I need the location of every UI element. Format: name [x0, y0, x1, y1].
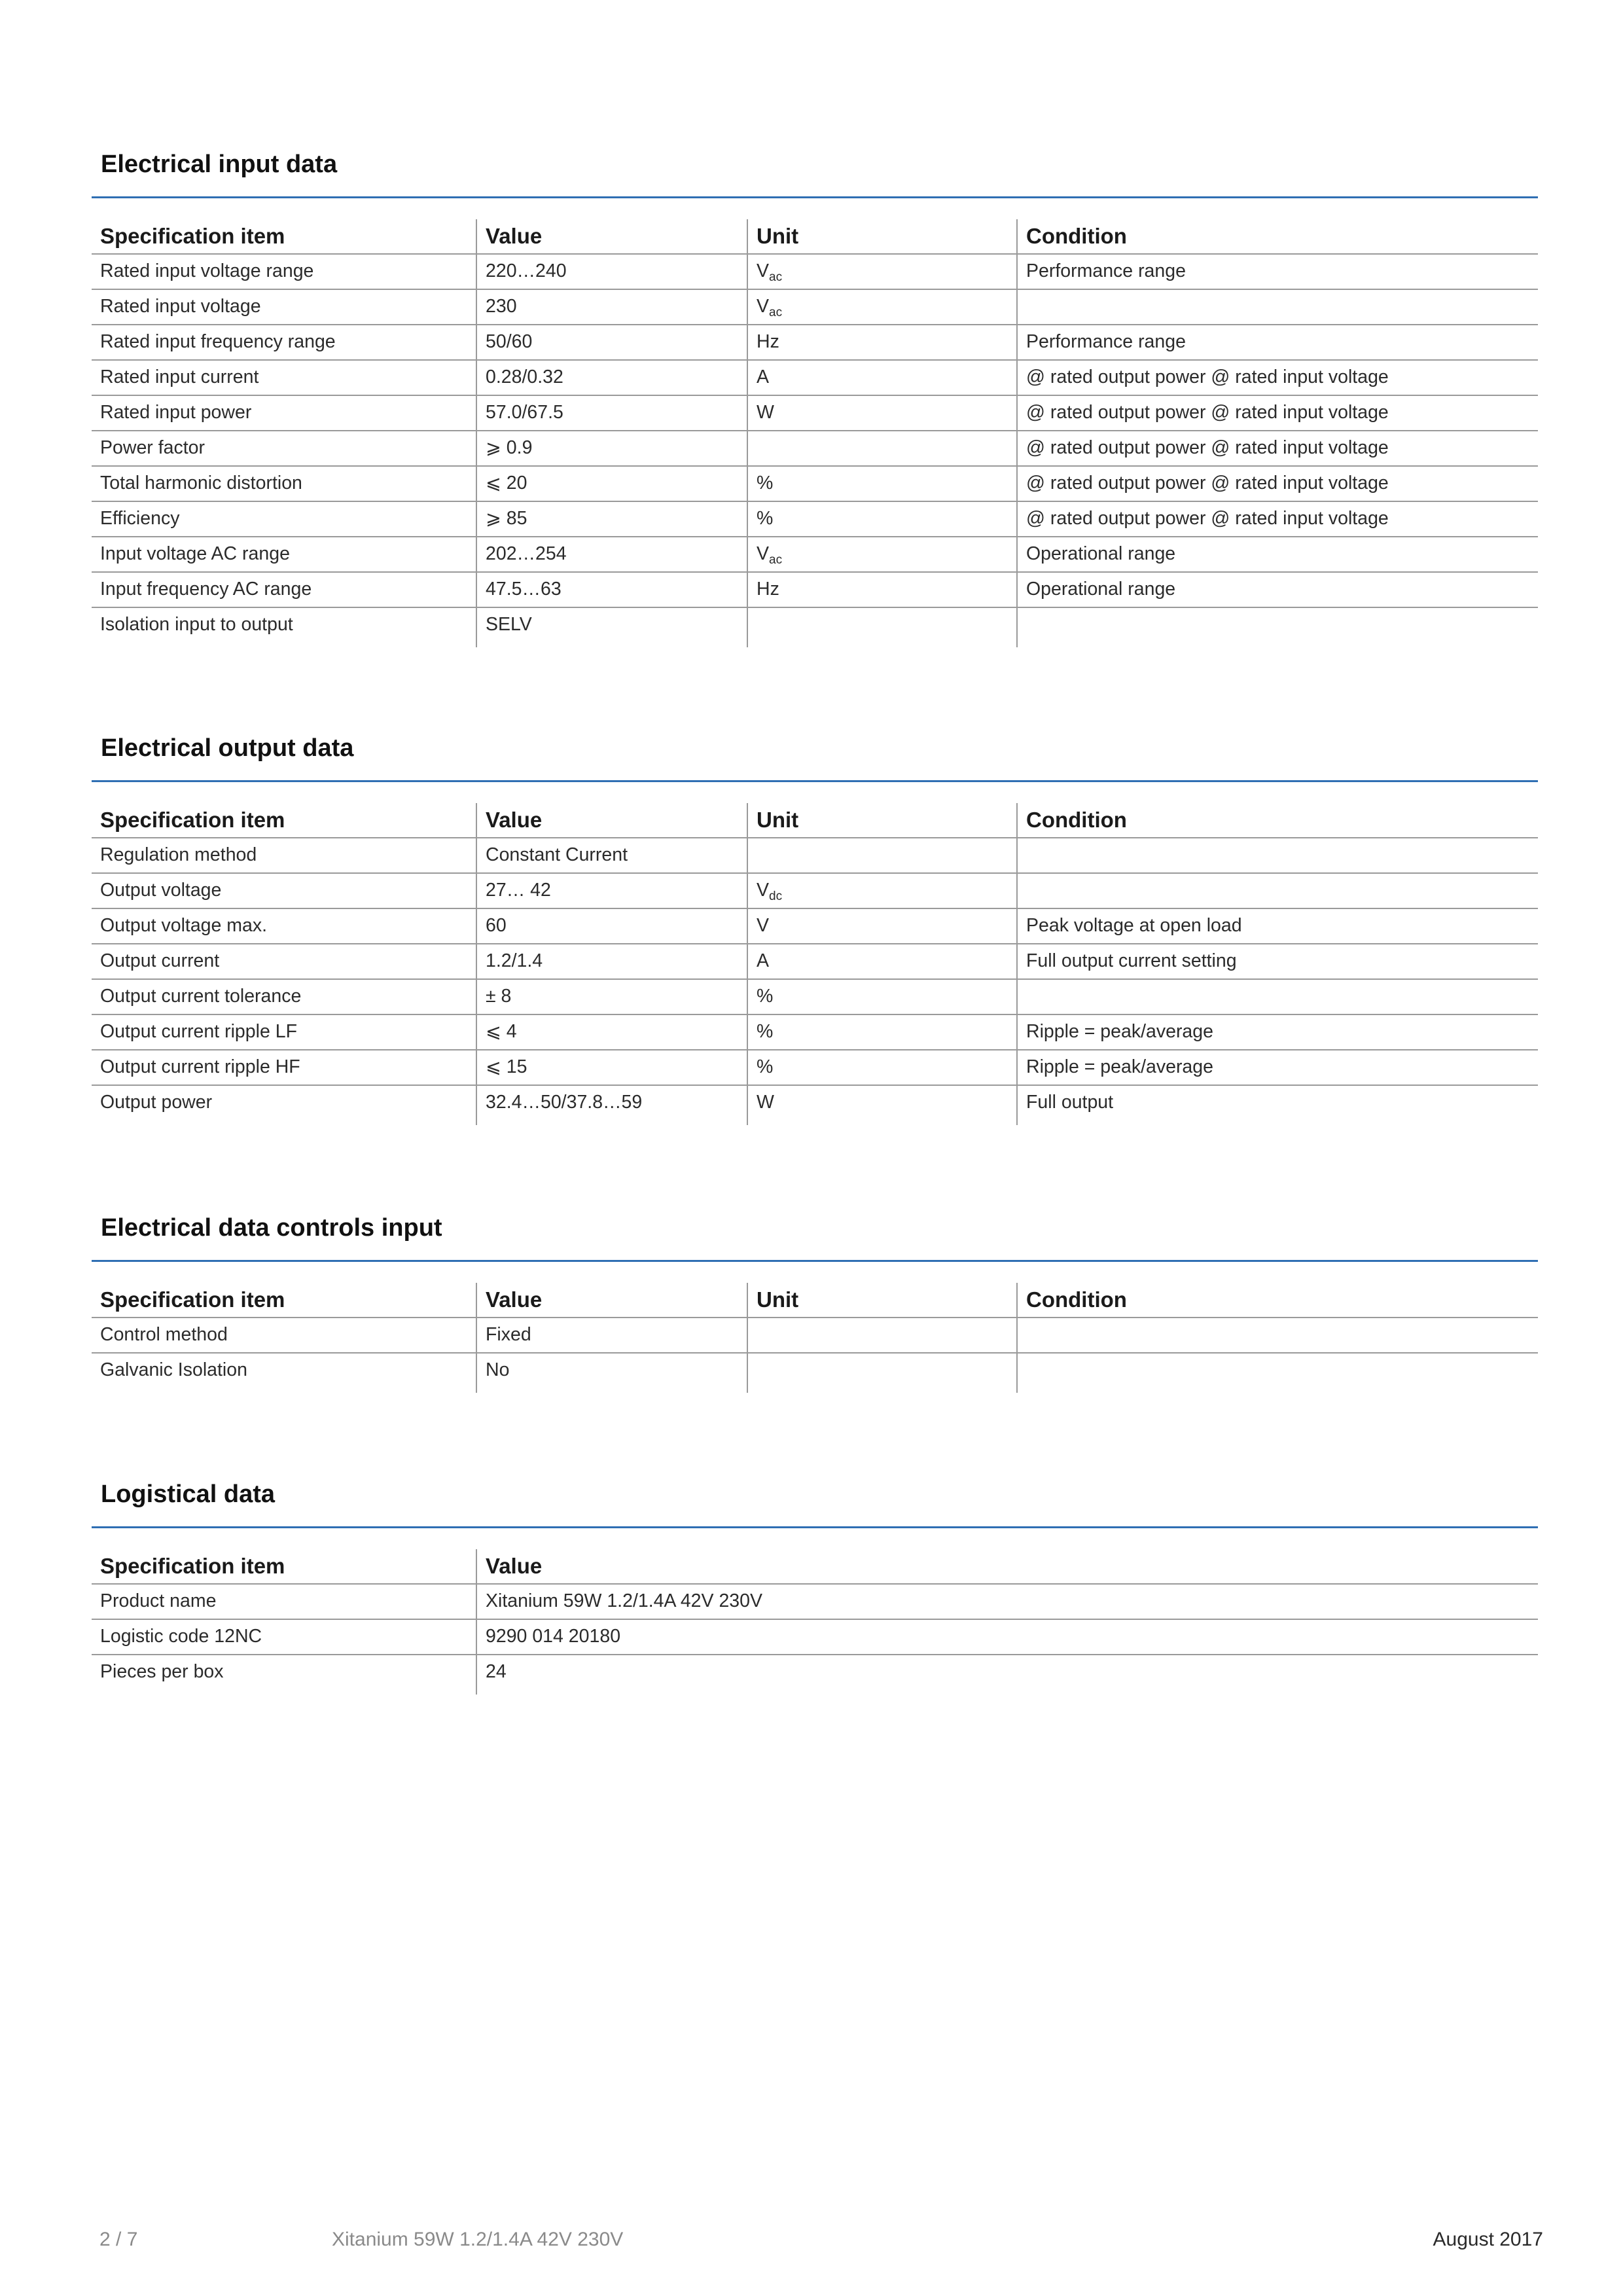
table-cell: Control method [92, 1318, 476, 1353]
column-header: Unit [747, 219, 1017, 254]
column-header: Value [476, 1549, 1538, 1584]
table-cell [747, 607, 1017, 647]
table-cell: 230 [476, 289, 747, 325]
table-row [92, 360, 1538, 395]
table-cell: Output power [100, 1092, 213, 1113]
table-cell: No [476, 1353, 747, 1393]
column-header: Unit [747, 803, 1017, 838]
table-row [92, 325, 1538, 360]
table-cell: W [747, 395, 1017, 431]
table-cell: Efficiency [92, 501, 476, 537]
table-cell: Output current tolerance [92, 979, 476, 1014]
table-cell: Isolation input to output [100, 614, 293, 635]
table-cell: Power factor [92, 431, 476, 466]
table-cell: Performance range [1017, 254, 1538, 289]
table-cell: 57.0/67.5 [476, 395, 747, 431]
table-cell: Performance range [1017, 325, 1538, 360]
table-header-row [92, 219, 1538, 254]
table-cell: 32.4…50/37.8…59 [476, 1085, 747, 1125]
table-cell: Galvanic Isolation [100, 1359, 247, 1380]
table-row [92, 1050, 1538, 1085]
table-cell [1017, 289, 1538, 325]
table-cell: ⩽ 4 [476, 1014, 747, 1050]
table-cell [1017, 1318, 1538, 1353]
table-cell: $V_{ac}$ [747, 254, 1017, 289]
table-cell: Output voltage max. [92, 908, 476, 944]
table-cell: Full output current setting [1017, 944, 1538, 979]
table-cell: $V_{ac}$ [747, 537, 1017, 572]
table-cell [747, 431, 1017, 466]
table-row [92, 431, 1538, 466]
section-title: Electrical data controls input [101, 1214, 442, 1242]
table-cell [747, 838, 1017, 873]
table-row [92, 607, 1538, 647]
table-cell: Output voltage [92, 873, 476, 908]
table-cell [1017, 979, 1538, 1014]
table-row [92, 1318, 1538, 1353]
table-cell: Fixed [476, 1318, 747, 1353]
table-row [92, 501, 1538, 537]
table-cell: @ rated output power @ rated input voltage [1017, 360, 1538, 395]
column-header: Specification item [92, 1283, 476, 1318]
table-cell: @ rated output power @ rated input voltage [1017, 395, 1538, 431]
table-cell: ± 8 [476, 979, 747, 1014]
table-row [92, 289, 1538, 325]
table-cell: Full output [1017, 1085, 1538, 1125]
table-cell: Rated input voltage [92, 289, 476, 325]
column-header: Condition [1017, 1283, 1538, 1318]
table-row [92, 1085, 1538, 1125]
table-cell: % [747, 1014, 1017, 1050]
column-header: Specification item [92, 803, 476, 838]
table-cell: 202…254 [476, 537, 747, 572]
table-row [92, 873, 1538, 908]
table-cell: Peak voltage at open load [1017, 908, 1538, 944]
section-title: Electrical output data [101, 734, 354, 762]
table-row [92, 395, 1538, 431]
table-cell: @ rated output power @ rated input voltage [1017, 431, 1538, 466]
column-header: Specification item [92, 1549, 476, 1584]
table-cell [1017, 873, 1538, 908]
table-cell: 0.28/0.32 [476, 360, 747, 395]
section-rule [92, 1260, 1538, 1262]
table-cell: @ rated output power @ rated input voltage [1017, 501, 1538, 537]
table-cell: Ripple = peak/average [1017, 1014, 1538, 1050]
table-row [92, 466, 1538, 501]
table-cell: ⩽ 15 [476, 1050, 747, 1085]
table-row [92, 572, 1538, 607]
spec-table [92, 1283, 1538, 1393]
table-row [92, 979, 1538, 1014]
table-cell: % [747, 501, 1017, 537]
table-row [92, 537, 1538, 572]
table-cell: 50/60 [476, 325, 747, 360]
table-cell: $V_{dc}$ [747, 873, 1017, 908]
table-cell: Xitanium 59W 1.2/1.4A 42V 230V [476, 1584, 1538, 1619]
table-cell [1017, 838, 1538, 873]
table-cell: @ rated output power @ rated input voltage [1017, 466, 1538, 501]
section-title: Electrical input data [101, 151, 338, 178]
table-cell: 24 [476, 1655, 1538, 1695]
spec-table [92, 803, 1538, 1125]
table-cell: Hz [747, 572, 1017, 607]
table-row [92, 838, 1538, 873]
footer-date: August 2017 [1433, 2229, 1543, 2250]
table-row [92, 944, 1538, 979]
footer-product-name: Xitanium 59W 1.2/1.4A 42V 230V [332, 2229, 624, 2250]
table-cell: Input frequency AC range [92, 572, 476, 607]
table-cell: A [747, 944, 1017, 979]
section-rule [92, 780, 1538, 782]
table-cell: Output current ripple LF [92, 1014, 476, 1050]
column-header: Condition [1017, 803, 1538, 838]
table-row [92, 1353, 1538, 1393]
table-cell: Input voltage AC range [92, 537, 476, 572]
table-cell [747, 1318, 1017, 1353]
table-row [92, 254, 1538, 289]
table-cell: V [747, 908, 1017, 944]
table-row [92, 1655, 1538, 1695]
column-header: Value [476, 1283, 747, 1318]
table-cell: 27… 42 [476, 873, 747, 908]
table-cell: 9290 014 20180 [476, 1619, 1538, 1655]
spec-table [92, 219, 1538, 647]
table-cell: Ripple = peak/average [1017, 1050, 1538, 1085]
table-cell: Product name [92, 1584, 476, 1619]
table-cell: A [747, 360, 1017, 395]
table-cell: ⩽ 20 [476, 466, 747, 501]
table-row [92, 1584, 1538, 1619]
table-cell: Hz [747, 325, 1017, 360]
table-cell: Logistic code 12NC [92, 1619, 476, 1655]
table-cell: % [747, 979, 1017, 1014]
section-rule [92, 1526, 1538, 1528]
table-cell: $V_{ac}$ [747, 289, 1017, 325]
table-cell: Regulation method [92, 838, 476, 873]
section-rule [92, 196, 1538, 198]
footer-page-number: 2 / 7 [99, 2229, 138, 2250]
table-row [92, 1619, 1538, 1655]
table-cell: Pieces per box [100, 1661, 224, 1682]
table-cell [747, 1353, 1017, 1393]
table-cell: % [747, 1050, 1017, 1085]
table-cell: Rated input voltage range [92, 254, 476, 289]
table-cell: ⩾ 0.9 [476, 431, 747, 466]
table-cell: Operational range [1017, 537, 1538, 572]
table-cell: SELV [476, 607, 747, 647]
table-cell: 220…240 [476, 254, 747, 289]
table-cell: Rated input power [92, 395, 476, 431]
column-header: Condition [1017, 219, 1538, 254]
table-cell: Operational range [1017, 572, 1538, 607]
table-header-row [92, 803, 1538, 838]
table-header-row [92, 1283, 1538, 1318]
table-cell [1017, 1353, 1538, 1393]
table-cell [1017, 607, 1538, 647]
table-header-row [92, 1549, 1538, 1584]
table-cell: ⩾ 85 [476, 501, 747, 537]
column-header: Unit [747, 1283, 1017, 1318]
table-cell: Rated input frequency range [92, 325, 476, 360]
table-row [92, 1014, 1538, 1050]
table-cell: Total harmonic distortion [92, 466, 476, 501]
table-cell: 60 [476, 908, 747, 944]
table-cell: Output current ripple HF [92, 1050, 476, 1085]
table-cell: 1.2/1.4 [476, 944, 747, 979]
table-cell: 47.5…63 [476, 572, 747, 607]
column-header: Value [476, 219, 747, 254]
spec-table [92, 1549, 1538, 1695]
column-header: Value [476, 803, 747, 838]
table-cell: Rated input current [92, 360, 476, 395]
table-cell: Output current [92, 944, 476, 979]
table-cell: Constant Current [476, 838, 747, 873]
table-row [92, 908, 1538, 944]
column-header: Specification item [92, 219, 476, 254]
section-title: Logistical data [101, 1480, 276, 1508]
table-cell: W [747, 1085, 1017, 1125]
table-cell: % [747, 466, 1017, 501]
